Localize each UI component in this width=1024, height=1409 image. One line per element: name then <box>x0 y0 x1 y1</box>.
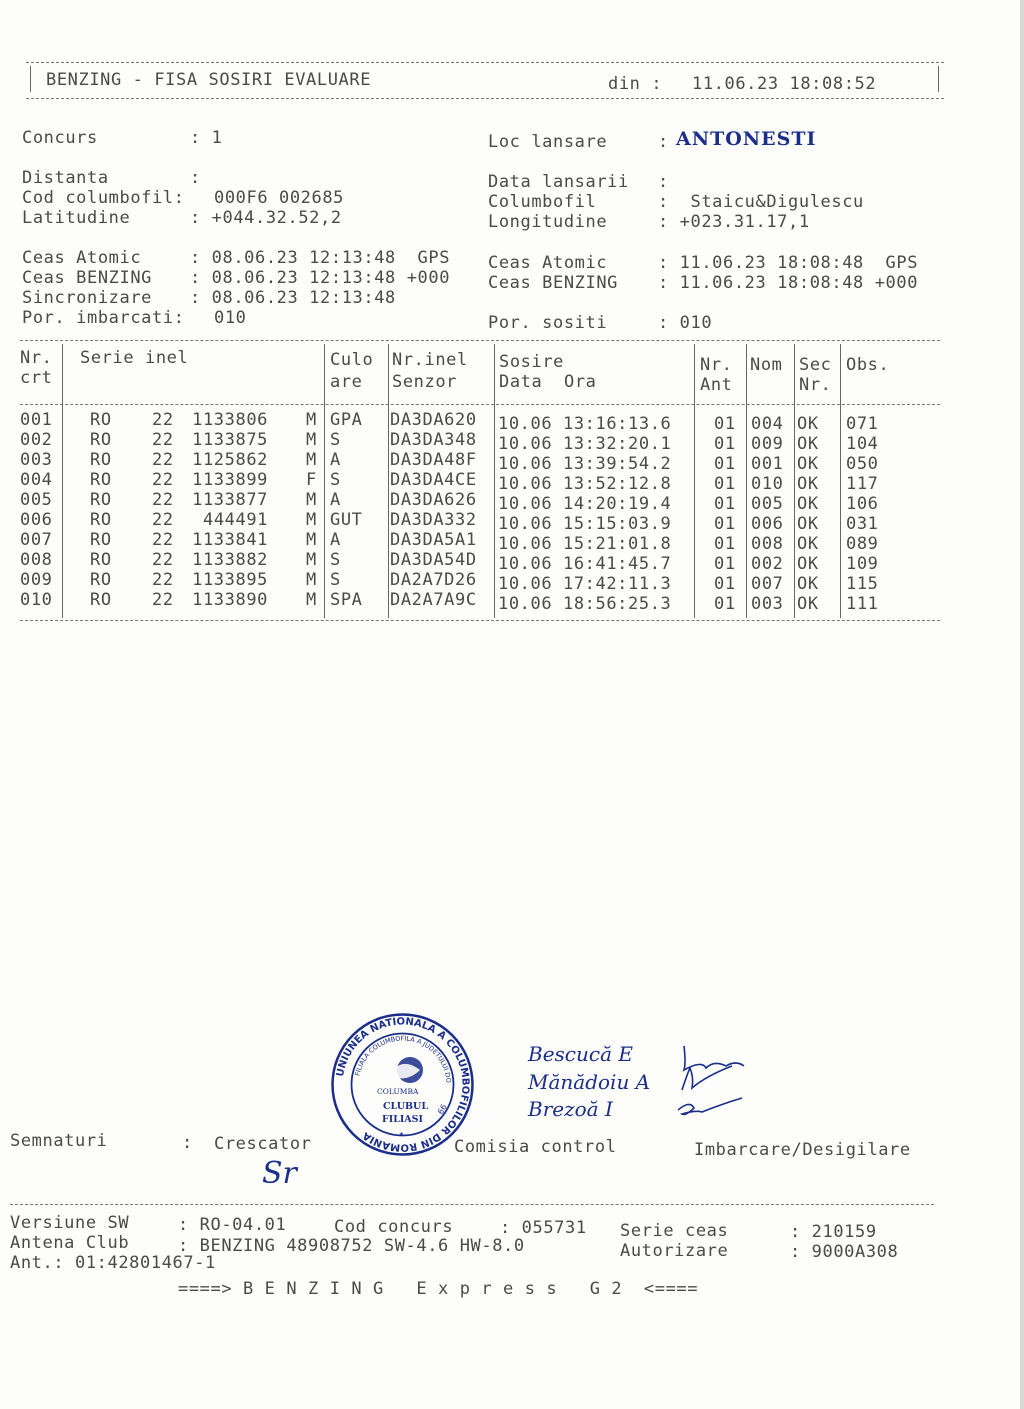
cell-ant: 01 <box>714 494 736 514</box>
cell-nom: 002 <box>751 554 784 574</box>
cell-culoare: A <box>330 450 341 470</box>
header-bottom-border <box>26 98 944 99</box>
cell-ant: 01 <box>714 454 736 474</box>
cell-ant: 01 <box>714 594 736 614</box>
col-sep-8 <box>840 344 841 618</box>
cell-senzor: DA3DA626 <box>390 490 477 510</box>
cell-culoare: GPA <box>330 410 363 430</box>
report-title: BENZING - FISA SOSIRI EVALUARE <box>46 70 372 90</box>
cell-senzor: DA3DA5A1 <box>390 530 477 550</box>
report-date-label: din : <box>608 74 663 94</box>
cell-nr: 010 <box>20 590 53 610</box>
cell-sec: OK <box>797 574 819 594</box>
header-obs: Obs. <box>846 355 890 375</box>
cell-sex: M <box>306 550 317 570</box>
cell-culoare: A <box>330 530 341 550</box>
cod-columbofil-value: 000F6 002685 <box>214 188 345 208</box>
cell-sec: OK <box>797 534 819 554</box>
cell-ant: 01 <box>714 474 736 494</box>
distanta-colon: : <box>190 168 201 188</box>
header-nr: Nr. <box>20 348 53 368</box>
table-bottom-border <box>20 620 940 621</box>
col-sep-4 <box>494 344 495 618</box>
handwritten-name-1: Bescucă E <box>528 1042 633 1066</box>
cell-sex: M <box>306 590 317 610</box>
cell-nom: 009 <box>751 434 784 454</box>
paper-edge-shadow <box>1020 0 1024 1409</box>
cell-an: 22 <box>152 490 174 510</box>
cell-sec: OK <box>797 474 819 494</box>
col-sep-7 <box>794 344 795 618</box>
antena-club-value: : BENZING 48908752 SW-4.6 HW-8.0 <box>178 1236 525 1256</box>
cell-tara: RO <box>90 470 112 490</box>
cell-nom: 008 <box>751 534 784 554</box>
cell-obs: 117 <box>846 474 879 494</box>
cell-sosire: 10.06 17:42:11.3 <box>498 574 672 594</box>
cell-an: 22 <box>152 410 174 430</box>
col-sep-5 <box>694 344 695 618</box>
cell-sosire: 10.06 15:15:03.9 <box>498 514 672 534</box>
col-sep-6 <box>746 344 747 618</box>
cell-obs: 071 <box>846 414 879 434</box>
cell-sex: M <box>306 570 317 590</box>
cod-columbofil-label: Cod columbofil: <box>22 188 185 208</box>
header-data-ora: Data Ora <box>499 372 597 392</box>
cell-obs: 115 <box>846 574 879 594</box>
ceas-benzing-sosire-label: Ceas BENZING <box>488 273 619 293</box>
header-right-bar <box>938 66 939 92</box>
columbofil-value: : Staicu&Digulescu <box>658 192 864 212</box>
col-sep-3 <box>388 344 389 618</box>
cell-inel: 1133841 <box>192 530 268 550</box>
semnatura-comisia-label: Comisia control <box>454 1137 617 1157</box>
cell-an: 22 <box>152 550 174 570</box>
cell-sec: OK <box>797 494 819 514</box>
loc-lansare-colon: : <box>658 132 669 152</box>
cell-senzor: DA2A7A9C <box>390 590 477 610</box>
longitudine-value: : +023.31.17,1 <box>658 212 810 232</box>
footer-top-border <box>10 1204 934 1205</box>
cell-sex: M <box>306 450 317 470</box>
cell-tara: RO <box>90 430 112 450</box>
cell-sosire: 10.06 13:52:12.8 <box>498 474 672 494</box>
cell-obs: 111 <box>846 594 879 614</box>
antena-id: Ant.: 01:42801467-1 <box>10 1253 216 1273</box>
cell-inel: 1133890 <box>192 590 268 610</box>
table-header-border <box>20 404 940 405</box>
header-sec-nr: Nr. <box>799 375 832 395</box>
header-nr-ant: Nr. <box>700 355 733 375</box>
cell-senzor: DA3DA620 <box>390 410 477 430</box>
cell-nr: 006 <box>20 510 53 530</box>
ceas-atomic-sosire-value: : 11.06.23 18:08:48 GPS <box>658 253 919 273</box>
header-senzor: Senzor <box>392 372 458 392</box>
cell-culoare: S <box>330 570 341 590</box>
cell-ant: 01 <box>714 574 736 594</box>
versiune-sw-label: Versiune SW <box>10 1213 130 1233</box>
cell-culoare: S <box>330 430 341 450</box>
cell-inel: 1133899 <box>192 470 268 490</box>
porumbei-sositi-label: Por. sositi <box>488 313 608 333</box>
cell-nr: 005 <box>20 490 53 510</box>
cell-senzor: DA3DA4CE <box>390 470 477 490</box>
cell-senzor: DA3DA332 <box>390 510 477 530</box>
header-ant: Ant <box>700 375 733 395</box>
autorizare-value: : 9000A308 <box>790 1242 899 1262</box>
cell-sex: F <box>306 470 317 490</box>
cell-inel: 1133806 <box>192 410 268 430</box>
ceas-benzing-sosire-value: : 11.06.23 18:08:48 +000 <box>658 273 919 293</box>
cell-nom: 004 <box>751 414 784 434</box>
cell-sosire: 10.06 13:16:13.6 <box>498 414 672 434</box>
cell-nom: 003 <box>751 594 784 614</box>
cell-tara: RO <box>90 570 112 590</box>
cell-sec: OK <box>797 594 819 614</box>
header-sec: Sec <box>799 355 832 375</box>
autorizare-label: Autorizare <box>620 1241 729 1261</box>
header-are: are <box>330 372 363 392</box>
sincronizare-label: Sincronizare <box>22 288 153 308</box>
antena-club-label: Antena Club <box>10 1233 130 1253</box>
cell-tara: RO <box>90 450 112 470</box>
serie-ceas-label: Serie ceas <box>620 1221 729 1241</box>
cell-culoare: A <box>330 490 341 510</box>
ceas-atomic-sosire-label: Ceas Atomic <box>488 253 608 273</box>
cell-an: 22 <box>152 450 174 470</box>
cell-an: 22 <box>152 470 174 490</box>
cell-ant: 01 <box>714 514 736 534</box>
header-sosire: Sosire <box>499 352 565 372</box>
cell-tara: RO <box>90 530 112 550</box>
cell-tara: RO <box>90 410 112 430</box>
cell-sex: M <box>306 530 317 550</box>
cell-ant: 01 <box>714 414 736 434</box>
cell-sosire: 10.06 16:41:45.7 <box>498 554 672 574</box>
semnaturi-label: Semnaturi <box>10 1131 108 1151</box>
cell-ant: 01 <box>714 534 736 554</box>
cell-ant: 01 <box>714 554 736 574</box>
porumbei-sositi-value: : 010 <box>658 313 713 333</box>
header-nr-inel: Nr.inel <box>392 350 468 370</box>
cell-sec: OK <box>797 434 819 454</box>
data-lansarii-colon: : <box>658 172 669 192</box>
cell-an: 22 <box>152 430 174 450</box>
cell-culoare: S <box>330 470 341 490</box>
cell-tara: RO <box>90 510 112 530</box>
latitudine-label: Latitudine <box>22 208 131 228</box>
cell-an: 22 <box>152 510 174 530</box>
versiune-sw-value: : RO-04.01 <box>178 1215 287 1235</box>
cell-culoare: S <box>330 550 341 570</box>
svg-text:★: ★ <box>399 1129 404 1138</box>
cell-senzor: DA3DA348 <box>390 430 477 450</box>
col-sep-1 <box>62 344 63 618</box>
cell-nr: 003 <box>20 450 53 470</box>
cell-nr: 004 <box>20 470 53 490</box>
cell-sex: M <box>306 490 317 510</box>
cell-obs: 106 <box>846 494 879 514</box>
report-date-value: 11.06.23 18:08:52 <box>692 74 877 94</box>
cell-inel: 1133877 <box>192 490 268 510</box>
stamp-inner-text: FILIALA COLUMBOFILA A JUDETULUI DO <box>353 1034 453 1084</box>
ceas-benzing-lansare-label: Ceas BENZING <box>22 268 153 288</box>
cell-sex: M <box>306 510 317 530</box>
columbofil-label: Columbofil <box>488 192 597 212</box>
header-culo: Culo <box>330 350 374 370</box>
cell-inel: 444491 <box>202 510 268 530</box>
handwritten-name-2: Mănădoiu A <box>528 1070 651 1094</box>
ceas-atomic-lansare-value: : 08.06.23 12:13:48 GPS <box>190 248 451 268</box>
cell-nom: 010 <box>751 474 784 494</box>
porumbei-imbarcati-value: 010 <box>214 308 247 328</box>
cell-sosire: 10.06 15:21:01.8 <box>498 534 672 554</box>
header-left-bar <box>30 66 31 92</box>
cell-culoare: GUT <box>330 510 363 530</box>
cell-inel: 1133875 <box>192 430 268 450</box>
stamp-center-3: FILIASI <box>382 1114 423 1125</box>
cell-obs: 050 <box>846 454 879 474</box>
cod-concurs-label: Cod concurs <box>334 1217 454 1237</box>
loc-lansare-handwritten: ANTONESTI <box>676 128 817 150</box>
cell-tara: RO <box>90 550 112 570</box>
handwritten-name-3: Brezoă I <box>528 1097 613 1121</box>
semnatura-imbarcare-label: Imbarcare/Desigilare <box>694 1140 911 1160</box>
cell-nr: 002 <box>20 430 53 450</box>
cell-senzor: DA2A7D26 <box>390 570 477 590</box>
header-crt: crt <box>20 368 53 388</box>
header-top-border <box>26 62 944 63</box>
cell-inel: 1133882 <box>192 550 268 570</box>
cell-an: 22 <box>152 530 174 550</box>
cell-sosire: 10.06 14:20:19.4 <box>498 494 672 514</box>
cell-nr: 009 <box>20 570 53 590</box>
cell-sosire: 10.06 18:56:25.3 <box>498 594 672 614</box>
cell-tara: RO <box>90 590 112 610</box>
stamp-center-2: CLUBUL <box>383 1101 428 1112</box>
stamp-outer-text: UNIUNEA NATIONALA A COLUMBOFILILOR DIN ROMANIA <box>334 1016 471 1153</box>
table-top-border <box>20 340 940 341</box>
cell-an: 22 <box>152 570 174 590</box>
semnatura-crescator-label: Crescator <box>214 1134 312 1154</box>
semnaturi-colon: : <box>182 1133 193 1153</box>
cell-obs: 104 <box>846 434 879 454</box>
cell-nr: 008 <box>20 550 53 570</box>
cell-nom: 007 <box>751 574 784 594</box>
cell-obs: 031 <box>846 514 879 534</box>
latitudine-value: : +044.32.52,2 <box>190 208 342 228</box>
cell-tara: RO <box>90 490 112 510</box>
cell-sec: OK <box>797 554 819 574</box>
concurs-value: : 1 <box>190 128 223 148</box>
sincronizare-value: : 08.06.23 12:13:48 <box>190 288 396 308</box>
cell-nr: 007 <box>20 530 53 550</box>
header-serie-inel: Serie inel <box>80 348 189 368</box>
cell-sec: OK <box>797 514 819 534</box>
cell-sex: M <box>306 430 317 450</box>
header-nom: Nom <box>750 355 783 375</box>
cell-sex: M <box>306 410 317 430</box>
distanta-label: Distanta <box>22 168 109 188</box>
cell-nom: 006 <box>751 514 784 534</box>
loc-lansare-label: Loc lansare <box>488 132 608 152</box>
cell-obs: 089 <box>846 534 879 554</box>
porumbei-imbarcati-label: Por. imbarcati: <box>22 308 185 328</box>
longitudine-label: Longitudine <box>488 212 608 232</box>
cell-senzor: DA3DA54D <box>390 550 477 570</box>
crescator-signature: Sr <box>262 1156 297 1191</box>
cell-obs: 109 <box>846 554 879 574</box>
cell-sec: OK <box>797 454 819 474</box>
col-sep-2 <box>324 344 325 618</box>
cell-senzor: DA3DA48F <box>390 450 477 470</box>
ceas-atomic-lansare-label: Ceas Atomic <box>22 248 142 268</box>
concurs-label: Concurs <box>22 128 98 148</box>
cell-culoare: SPA <box>330 590 363 610</box>
cell-ant: 01 <box>714 434 736 454</box>
cell-sosire: 10.06 13:39:54.2 <box>498 454 672 474</box>
cell-nom: 005 <box>751 494 784 514</box>
cell-nr: 001 <box>20 410 53 430</box>
cell-nom: 001 <box>751 454 784 474</box>
stamp-center-1: COLUMBA <box>377 1087 419 1096</box>
cod-concurs-value: : 055731 <box>500 1218 587 1238</box>
benzing-express-banner: ====> B E N Z I N G E x p r e s s G 2 <==== <box>178 1279 699 1299</box>
cell-sosire: 10.06 13:32:20.1 <box>498 434 672 454</box>
stamp-number: 66 <box>435 1102 449 1116</box>
signature-scribbles <box>672 1036 762 1126</box>
serie-ceas-value: : 210159 <box>790 1222 877 1242</box>
cell-inel: 1125862 <box>192 450 268 470</box>
ceas-benzing-lansare-value: : 08.06.23 12:13:48 +000 <box>190 268 451 288</box>
cell-sec: OK <box>797 414 819 434</box>
data-lansarii-label: Data lansarii <box>488 172 629 192</box>
club-stamp <box>330 1012 475 1157</box>
cell-inel: 1133895 <box>192 570 268 590</box>
cell-an: 22 <box>152 590 174 610</box>
